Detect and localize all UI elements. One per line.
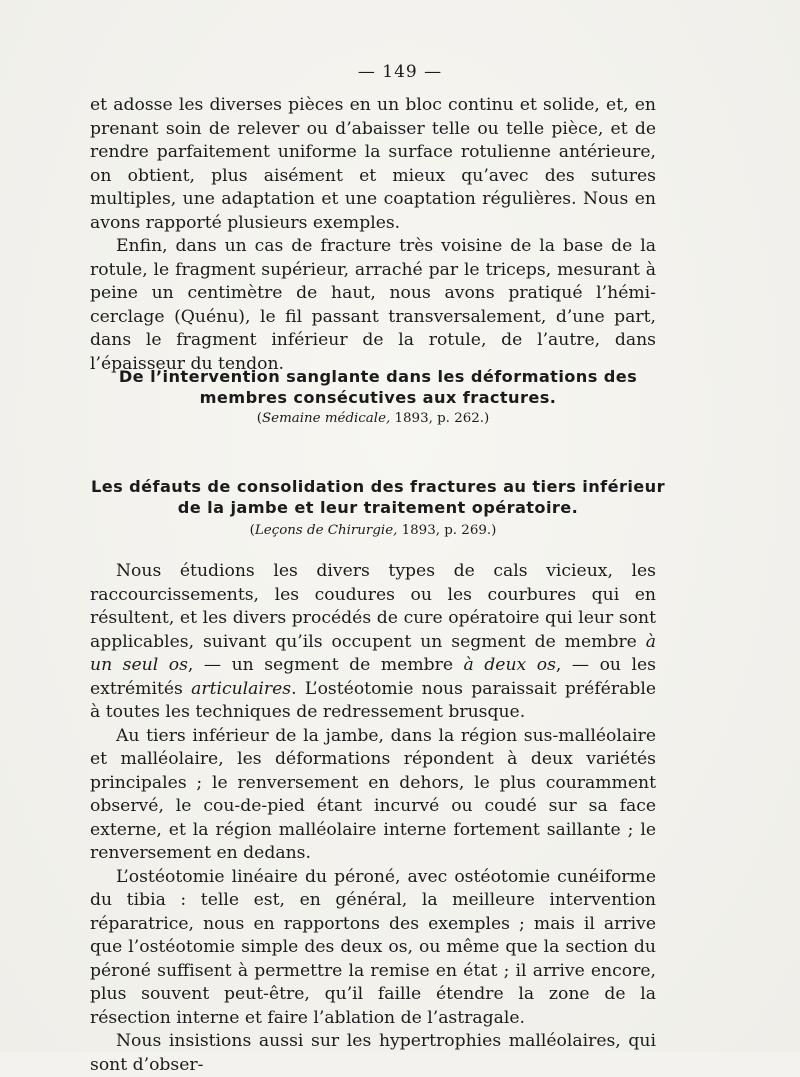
section-reference: [90, 522, 656, 540]
text-run: , — un segment de membre: [187, 655, 464, 675]
ref-details: 1893, p. 269.): [397, 523, 497, 538]
section-heading: De l’intervention sanglante dans les déformations des membres consécutives aux fractures.: [118, 367, 638, 407]
ref-open: (: [249, 523, 255, 538]
section-reference: [90, 410, 656, 428]
italic-run: à deux os: [463, 655, 556, 675]
ref-details: 1893, p. 262.): [390, 411, 490, 426]
paragraph: Nous insistions aussi sur les hypertrophies malléolaires, qui sont d’obser-: [90, 1031, 656, 1075]
paragraph: Enfin, dans un cas de fracture très voisine de la base de la rotule, le fragment supérieur, arraché par le triceps, mesurant à peine un centimètre de haut, nous avons pratiqué l’hémi-cerclage (Quénu), le fil passant transversalement, d’une part, dans le fragment inférieur de la rotule, de l’autre, dans l’épaisseur du tendon.: [90, 236, 656, 374]
page-number: — 149 —: [357, 62, 443, 82]
ref-journal: Leçons de Chirurgie,: [254, 523, 398, 538]
paragraph: et adosse les diverses pièces en un bloc continu et solide, et, en prenant soin de relever ou d’abaisser telle ou telle pièce, et de rendre parfaitement uniforme la surface rotulienne antérieure, on obtient, plus aisément et mieux qu’avec des sutures multiples, une adaptation et une coaptation régulières. Nous en avons rapporté plusieurs exemples.: [90, 95, 656, 233]
text-run: Nous étudions les divers types de cals vicieux, les raccourcissements, les coudures ou les courbures qui en résultent, et les divers procédés de cure opératoire qui leur sont applicables, suivant qu’ils occupent un segment de membre: [90, 561, 656, 652]
text-run: , — ou les extrémités: [90, 655, 656, 699]
text-block-bottom: [90, 560, 656, 1077]
section-heading: Les défauts de consolidation des fractures au tiers inférieur de la jambe et leur traitement opératoire.: [91, 477, 665, 517]
paragraph: Au tiers inférieur de la jambe, dans la région sus-malléolaire et malléolaire, les déformations répondent à deux variétés principales ; le renversement en dehors, le plus couramment observé, le cou-de-pied étant incurvé ou coudé sur sa face externe, et la région malléolaire interne fortement saillante ; le renversement en dedans.: [90, 725, 656, 863]
paragraph: L’ostéotomie linéaire du péroné, avec ostéotomie cunéiforme du tibia : telle est, en général, la meilleure intervention réparatrice, nous en rapportons des exemples ; mais il arrive que l’ostéotomie simple des deux os, ou même que la section du péroné suffisent à permettre la remise en état ; il arrive encore, plus souvent peut-être, qu’il faille étendre la zone de la résection interne et faire l’ablation de l’astragale.: [90, 866, 656, 1028]
text-block-top: [90, 94, 656, 376]
paragraph: [90, 560, 656, 725]
italic-run: à un seul os: [90, 631, 656, 675]
italic-run: articulaires: [191, 678, 292, 699]
ref-journal: Semaine médicale,: [261, 411, 391, 426]
ref-open: (: [256, 411, 262, 426]
text-run: . L’ostéotomie nous paraissait préférable à toutes les techniques de redressement brusque.: [90, 678, 656, 722]
